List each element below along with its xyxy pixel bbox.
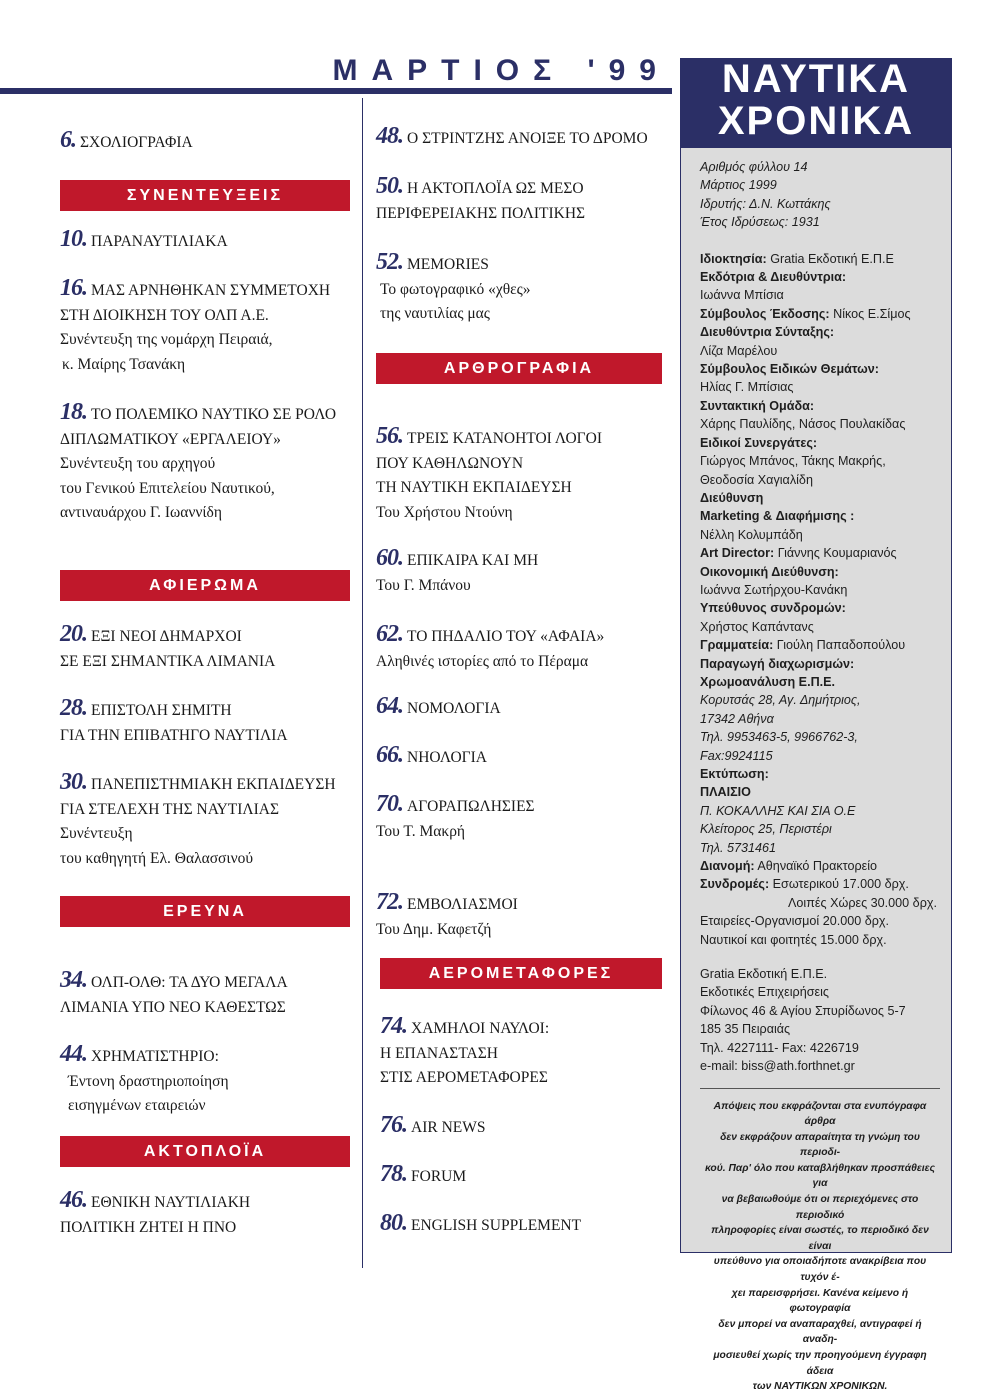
publisher-label: Εκδότρια & Διευθύντρια:	[700, 270, 847, 285]
entry-line: ΓΙΑ ΤΗΝ ΕΠΙΒΑΤΗΓΟ ΝΑΥΤΙΛΙΑ	[60, 726, 288, 744]
finance-label: Οικονομική Διεύθυνση:	[700, 564, 839, 579]
entry-line: Το φωτογραφικό «χθες»	[380, 280, 531, 298]
disclaimer: Απόψεις που εκφράζονται στα ενυπόγραφα άρθρα δεν εκφράζουν απαραίτητα τη γνώμη του περιοδι- κού. Παρ' όλο που καταβλήθηκαν προσπάθειες για να βεβαιωθούμε ότι οι περιεχόμενες στο περιοδικό πληροφορίες είναι σωστές, το περιοδικό δεν είναι υπεύθυνο για οποιαδήποτε ανακρίβεια που τυχόν έ- χει παρεισφρήσει. Κανένα κείμενο ή φωτογραφία δεν μπορεί να αναπαραχθεί, αντιγραφεί ή αναδη- μοσιευθεί χωρίς την προηγούμενη έγγραφη άδεια των ΝΑΥΤΙΚΩΝ ΧΡΟΝΙΚΩΝ.	[704, 1100, 936, 1393]
team-names: Χάρης Παυλίδης, Νάσος Πουλακίδας	[700, 417, 906, 432]
entry-title: ΤΟ ΠΗΔΑΛΙΟ ΤΟΥ «ΑΦΑΙΑ»	[407, 628, 605, 645]
entry-title: ΝΟΜΟΛΟΓΙΑ	[407, 700, 501, 717]
entry-title: ΤΡΕΙΣ ΚΑΤΑΝΟΗΤΟΙ ΛΟΓΟΙ	[407, 430, 602, 447]
subscription-rates: Συνδρομές: Εσωτερικού 17.000 δρχ.	[700, 877, 909, 892]
entry-line: κ. Μαίρης Τσανάκη	[62, 355, 186, 373]
subscription-rate: Ναυτικοί και φοιτητές 15.000 δρχ.	[700, 932, 887, 947]
special-label: Σύμβουλος Ειδικών Θεμάτων:	[700, 362, 879, 377]
toc-entry-78[interactable]	[380, 1162, 466, 1190]
toc-entry-18[interactable]	[60, 400, 336, 526]
page-number: 70.	[376, 791, 403, 817]
entry-line: Η ΕΠΑΝΑΣΤΑΣΗ	[380, 1044, 498, 1062]
page-number: 64.	[376, 693, 403, 719]
toc-entry-70[interactable]	[376, 792, 535, 844]
section-header-research: ΕΡΕΥΝΑ	[60, 896, 350, 927]
toc-entry-52[interactable]	[376, 250, 531, 327]
entry-title: FORUM	[411, 1168, 467, 1185]
toc-entry-34[interactable]	[60, 968, 288, 1020]
secretary-row: Γραμματεία: Γιούλη Παπαδοπούλου	[700, 638, 906, 653]
page-number: 28.	[60, 695, 87, 721]
entry-line: του Γενικού Επιτελείου Ναυτικού,	[60, 479, 275, 497]
entry-line: ΠΟΥ ΚΑΘΗΛΩΝΟΥΝ	[376, 454, 524, 472]
section-header-interviews: ΣΥΝΕΝΤΕΥΞΕΙΣ	[60, 180, 350, 211]
page-number: 60.	[376, 545, 403, 571]
entry-title: ΕΞΙ ΝΕΟΙ ΔΗΜΑΡΧΟΙ	[91, 628, 242, 645]
separation-label: Παραγωγή διαχωρισμών:	[700, 656, 855, 671]
entry-line: του καθηγητή Ελ. Θαλασσινού	[60, 849, 254, 867]
logo-line-1: ΝΑΥΤΙΚΑ	[721, 57, 911, 101]
entry-title: ΕΘΝΙΚΗ ΝΑΥΤΙΛΙΑΚΗ	[91, 1194, 251, 1211]
art-row: Art Director: Γιάννης Κουμαριανός	[700, 546, 897, 561]
toc-entry-44[interactable]	[60, 1042, 229, 1119]
issue-date: Μάρτιος 1999	[700, 178, 777, 193]
editor-name: Λίζα Μαρέλου	[700, 343, 778, 358]
entry-title: ΣΧΟΛΙΟΓΡΑΦΙΑ	[80, 134, 193, 151]
toc-entry-48[interactable]	[376, 124, 648, 152]
entry-title: MEMORIES	[407, 256, 489, 273]
entry-title: ENGLISH SUPPLEMENT	[411, 1217, 582, 1234]
subs-name: Χρήστος Καπάντανς	[700, 619, 814, 634]
entry-title: ΕΠΙΣΤΟΛΗ ΣΗΜΙΤΗ	[91, 702, 232, 719]
entry-title: ΠΑΝΕΠΙΣΤΗΜΙΑΚΗ ΕΚΠΑΙΔΕΥΣΗ	[91, 776, 336, 793]
entry-line: Του Τ. Μακρή	[376, 822, 466, 840]
entry-line: ΣΤΗ ΔΙΟΙΚΗΣΗ ΤΟΥ ΟΛΠ Α.Ε.	[60, 306, 269, 324]
entry-title: ΤΟ ΠΟΛΕΜΙΚΟ ΝΑΥΤΙΚΟ ΣΕ ΡΟΛΟ	[91, 406, 337, 423]
page-number: 72.	[376, 889, 403, 915]
marketing-name: Νέλλη Κολυμπάδη	[700, 527, 803, 542]
distribution-row: Διανομή: Αθηναϊκό Πρακτορείο	[700, 859, 878, 874]
toc-entry-20[interactable]	[60, 622, 275, 674]
entry-line: Έντονη δραστηριοποίηση	[68, 1072, 229, 1090]
entry-line: Συνέντευξη της νομάρχη Πειραιά,	[60, 331, 273, 348]
entry-line: ΔΙΠΛΩΜΑΤΙΚΟΥ «ΕΡΓΑΛΕΙΟΥ»	[60, 430, 281, 448]
marketing-label: Διεύθυνση	[700, 490, 764, 505]
entry-line: ΤΗ ΝΑΥΤΙΚΗ ΕΚΠΑΙΔΕΥΣΗ	[376, 479, 572, 496]
separation-phone: Τηλ. 9953463-5, 9966762-3,	[700, 730, 858, 745]
founded-year: Έτος Ιδρύσεως: 1931	[700, 215, 820, 230]
subscription-rate: Εταιρείες-Οργανισμοί 20.000 δρχ.	[700, 914, 889, 929]
contact-line: Εκδοτικές Επιχειρήσεις	[700, 985, 829, 1000]
separation-fax: Fax:9924115	[700, 748, 773, 763]
entry-title: Η ΑΚΤΟΠΛΟΪΑ ΩΣ ΜΕΣΟ	[407, 180, 584, 197]
marketing-label: Marketing & Διαφήμισης :	[700, 509, 855, 524]
page-number: 20.	[60, 621, 87, 647]
toc-entry-6[interactable]	[60, 128, 193, 156]
toc-entry-76[interactable]	[380, 1113, 485, 1141]
page-number: 46.	[60, 1187, 87, 1213]
entry-title: AIR NEWS	[411, 1119, 486, 1136]
page-number: 74.	[380, 1013, 407, 1039]
page-number: 30.	[60, 769, 87, 795]
entry-title: ΕΠΙΚΑΙΡΑ ΚΑΙ ΜΗ	[407, 552, 539, 569]
page-number: 80.	[380, 1210, 407, 1236]
magazine-logo	[680, 58, 952, 148]
toc-entry-64[interactable]	[376, 694, 501, 722]
partners-names: Γιώργος Μπάνος, Τάκης Μακρής,	[700, 454, 886, 469]
toc-entry-46[interactable]	[60, 1188, 250, 1240]
special-name: Ηλίας Γ. Μπίσιας	[700, 380, 794, 395]
section-header-coastal-shipping: ΑΚΤΟΠΛΟΪΑ	[60, 1136, 350, 1167]
colophon-text	[700, 158, 940, 1395]
partners-label: Ειδικοί Συνεργάτες:	[700, 435, 818, 450]
entry-title: ΧΡΗΜΑΤΙΣΤΗΡΙΟ:	[91, 1048, 219, 1065]
entry-title: ΝΗΟΛΟΓΙΑ	[407, 749, 487, 766]
toc-entry-10[interactable]	[60, 227, 228, 255]
logo-line-2: ΧΡΟΝΙΚΑ	[717, 99, 915, 143]
contact-line: Τηλ. 4227111- Fax: 4226719	[700, 1040, 859, 1055]
page-number: 50.	[376, 173, 403, 199]
issue-number: Αριθμός φύλλου 14	[700, 160, 808, 174]
toc-entry-56[interactable]	[376, 424, 602, 525]
founder: Ιδρυτής: Δ.Ν. Κωττάκης	[700, 196, 831, 211]
page-number: 52.	[376, 249, 403, 275]
entry-line: ΓΙΑ ΣΤΕΛΕΧΗ ΤΗΣ ΝΑΥΤΙΛΙΑΣ	[60, 800, 280, 818]
header-rule	[0, 88, 672, 94]
entry-line: Του Χρήστου Ντούνη	[376, 503, 513, 521]
entry-line: Συνέντευξη του αρχηγού	[60, 455, 216, 472]
colophon-separator	[700, 1088, 940, 1089]
column-divider	[362, 98, 363, 1268]
toc-entry-66[interactable]	[376, 743, 487, 771]
entry-line: της ναυτιλίας μας	[380, 305, 490, 322]
toc-entry-16[interactable]	[60, 276, 330, 377]
editor-label: Διευθύντρια Σύνταξης:	[700, 325, 835, 340]
entry-title: ΧΑΜΗΛΟΙ ΝΑΥΛΟΙ:	[411, 1020, 550, 1037]
toc-entry-50[interactable]	[376, 174, 585, 226]
toc-entry-74[interactable]	[380, 1014, 549, 1091]
toc-entry-28[interactable]	[60, 696, 288, 748]
entry-title: ΟΛΠ-ΟΛΘ: ΤΑ ΔΥΟ ΜΕΓΑΛΑ	[91, 974, 288, 991]
section-header-air-transport: ΑΕΡΟΜΕΤΑΦΟΡΕΣ	[380, 958, 662, 989]
contact-line: Φίλωνος 46 & Αγίου Σπυρίδωνος 5-7	[700, 1003, 906, 1018]
page-number: 66.	[376, 742, 403, 768]
partners-names: Θεοδοσία Χαγιαλίδη	[700, 472, 813, 487]
contact-line: 185 35 Πειραιάς	[700, 1022, 791, 1037]
entry-line: εισηγμένων εταιρειών	[68, 1097, 206, 1114]
owner-row: Ιδιοκτησία: Gratia Εκδοτική Ε.Π.Ε	[700, 251, 894, 266]
toc-entry-80[interactable]	[380, 1211, 581, 1239]
page-number: 10.	[60, 226, 87, 252]
page-number: 48.	[376, 123, 403, 149]
print-company: Π. ΚΟΚΑΛΛΗΣ ΚΑΙ ΣΙΑ Ο.Ε	[700, 803, 856, 818]
contact-line: Gratia Εκδοτική Ε.Π.Ε.	[700, 967, 828, 982]
team-label: Συντακτική Ομάδα:	[700, 398, 815, 413]
entry-title: ΜΑΣ ΑΡΝΗΘΗΚΑΝ ΣΥΜΜΕΤΟΧΗ	[91, 282, 331, 299]
contact-email[interactable]: e-mail: biss@ath.forthnet.gr	[700, 1059, 855, 1074]
advisor-row: Σύμβουλος Έκδοσης: Νίκος Ε.Σίμος	[700, 306, 911, 321]
entry-line: Αληθινές ιστορίες από το Πέραμα	[376, 652, 589, 670]
subs-label: Υπεύθυνος συνδρομών:	[700, 601, 846, 616]
print-address: Κλείτορος 25, Περιστέρι	[700, 822, 832, 837]
print-phone: Τηλ. 5731461	[700, 840, 776, 855]
entry-title: ΕΜΒΟΛΙΑΣΜΟΙ	[407, 896, 518, 913]
entry-line: Του Γ. Μπάνου	[376, 576, 471, 594]
entry-line: αντιναυάρχου Γ. Ιωαννίδη	[60, 504, 222, 521]
section-header-tribute: ΑΦΙΕΡΩΜΑ	[60, 570, 350, 601]
entry-title: ΑΓΟΡΑΠΩΛΗΣΙΕΣ	[407, 798, 535, 815]
section-header-articles: ΑΡΘΡΟΓΡΑΦΙΑ	[376, 353, 662, 384]
page-number: 16.	[60, 275, 87, 301]
page-number: 56.	[376, 423, 403, 449]
entry-line: ΛΙΜΑΝΙΑ ΥΠΟ ΝΕΟ ΚΑΘΕΣΤΩΣ	[60, 998, 286, 1016]
page-number: 34.	[60, 967, 87, 993]
page-number: 6.	[60, 127, 76, 153]
entry-line: ΣΤΙΣ ΑΕΡΟΜΕΤΑΦΟΡΕΣ	[380, 1069, 548, 1086]
subscription-rate: Λοιπές Χώρες 30.000 δρχ.	[788, 895, 937, 910]
page-number: 44.	[60, 1041, 87, 1067]
page-number: 78.	[380, 1161, 407, 1187]
publisher-name: Ιωάννα Μπίσια	[700, 288, 784, 303]
entry-title: Ο ΣΤΡΙΝΤΖΗΣ ΑΝΟΙΞΕ ΤΟ ΔΡΟΜΟ	[407, 130, 648, 147]
separation-address: 17342 Αθήνα	[700, 711, 774, 726]
toc-entry-62[interactable]	[376, 622, 604, 674]
entry-title: ΠΑΡΑΝΑΥΤΙΛΙΑΚΑ	[91, 233, 228, 250]
page-number: 18.	[60, 399, 87, 425]
separation-company: Χρωμοανάλυση Ε.Π.Ε.	[700, 674, 836, 689]
entry-line: Του Δημ. Καφετζή	[376, 920, 492, 938]
page-number: 76.	[380, 1112, 407, 1138]
print-label: Εκτύπωση:	[700, 767, 769, 781]
toc-entry-60[interactable]	[376, 546, 538, 598]
entry-line: ΣΕ ΕΞΙ ΣΗΜΑΝΤΙΚΑ ΛΙΜΑΝΙΑ	[60, 652, 276, 670]
issue-month-title: ΜΑΡΤΙΟΣ '99	[332, 54, 670, 87]
entry-line: Συνέντευξη	[60, 825, 133, 842]
separation-address: Κορυτσάς 28, Αγ. Δημήτριος,	[700, 693, 861, 708]
toc-entry-72[interactable]	[376, 890, 518, 942]
print-company: ΠΛΑΙΣΙΟ	[700, 785, 751, 800]
finance-name: Ιωάννα Σωτήρχου-Κανάκη	[700, 582, 848, 597]
entry-line: ΠΕΡΙΦΕΡΕΙΑΚΗΣ ΠΟΛΙΤΙΚΗΣ	[376, 204, 586, 222]
entry-line: ΠΟΛΙΤΙΚΗ ΖΗΤΕΙ Η ΠΝΟ	[60, 1218, 237, 1236]
toc-entry-30[interactable]	[60, 770, 336, 871]
page-number: 62.	[376, 621, 403, 647]
